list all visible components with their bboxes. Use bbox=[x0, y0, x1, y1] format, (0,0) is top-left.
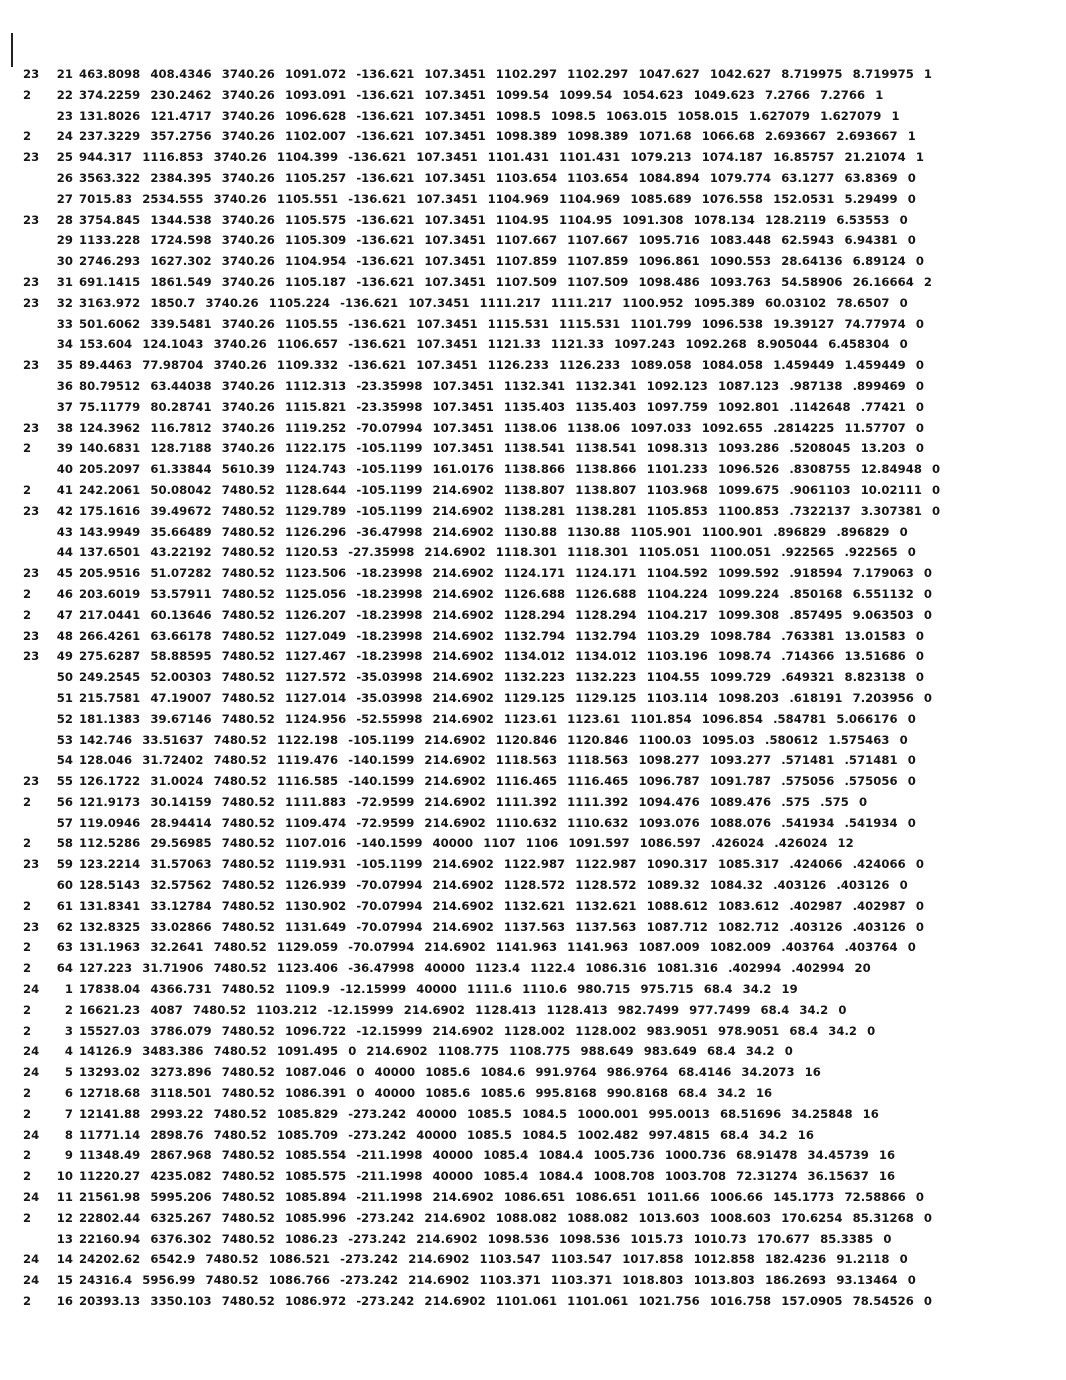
data-row bbox=[4, 836, 1062, 857]
data-row bbox=[4, 753, 1062, 774]
row-values: 112.5286 29.56985 7480.52 1107.016 -140.1599 40000 1107 1106 1091.597 1086.597 .426024 .426024 12 bbox=[79, 836, 854, 851]
row-index: 40 bbox=[56, 462, 73, 477]
row-values: 249.2545 52.00303 7480.52 1127.572 -35.03998 214.6902 1132.223 1132.223 1104.55 1099.729 .649321 8.823138 0 bbox=[79, 670, 924, 685]
row-index: 47 bbox=[56, 607, 73, 622]
data-row bbox=[4, 171, 1062, 192]
row-group-number: 24 bbox=[23, 982, 40, 997]
row-index: 58 bbox=[56, 836, 73, 851]
row-index: 28 bbox=[56, 212, 73, 227]
row-values: 11771.14 2898.76 7480.52 1085.709 -273.242 40000 1085.5 1084.5 1002.482 997.4815 68.4 34.2 16 bbox=[79, 1127, 814, 1142]
row-group-number: 23 bbox=[23, 274, 40, 289]
row-group-number: 23 bbox=[23, 67, 40, 81]
row-group-number: 2 bbox=[23, 586, 32, 601]
data-printout bbox=[4, 67, 1062, 1315]
data-row bbox=[4, 483, 1062, 504]
data-row bbox=[4, 1169, 1062, 1190]
data-row bbox=[4, 441, 1062, 462]
row-values: 3563.322 2384.395 3740.26 1105.257 -136.621 107.3451 1103.654 1103.654 1084.894 1079.774 63.1277 63.8369 0 bbox=[79, 170, 916, 185]
data-row bbox=[4, 1190, 1062, 1211]
row-index: 57 bbox=[56, 815, 73, 830]
row-index: 64 bbox=[56, 961, 73, 976]
data-row bbox=[4, 649, 1062, 670]
row-group-number: 2 bbox=[23, 1002, 32, 1017]
data-row bbox=[4, 254, 1062, 275]
row-group-number: 24 bbox=[23, 1044, 40, 1059]
row-values: 266.4261 63.66178 7480.52 1127.049 -18.23998 214.6902 1132.794 1132.794 1103.29 1098.784 .763381 13.01583 0 bbox=[79, 628, 924, 643]
row-group-number: 24 bbox=[23, 1273, 40, 1288]
data-row bbox=[4, 1107, 1062, 1128]
row-values: 131.1963 32.2641 7480.52 1129.059 -70.07994 214.6902 1141.963 1141.963 1087.009 1082.009 .403764 .403764 0 bbox=[79, 940, 916, 955]
row-index: 46 bbox=[56, 586, 73, 601]
data-row bbox=[4, 982, 1062, 1003]
row-values: 140.6831 128.7188 3740.26 1122.175 -105.1199 107.3451 1138.541 1138.541 1098.313 1093.286 .5208045 13.203 0 bbox=[79, 441, 924, 456]
row-values: 131.8026 121.4717 3740.26 1096.628 -136.621 107.3451 1098.5 1098.5 1063.015 1058.015 1.627079 1.627079 1 bbox=[79, 108, 900, 123]
row-values: 121.9173 30.14159 7480.52 1111.883 -72.9599 214.6902 1111.392 1111.392 1094.476 1089.476 .575 .575 0 bbox=[79, 794, 868, 809]
row-values: 237.3229 357.2756 3740.26 1102.007 -136.621 107.3451 1098.389 1098.389 1071.68 1066.68 2.693667 2.693667 1 bbox=[79, 129, 916, 144]
data-row bbox=[4, 608, 1062, 629]
row-group-number: 2 bbox=[23, 1210, 32, 1225]
row-values: 24202.62 6542.9 7480.52 1086.521 -273.242 214.6902 1103.547 1103.547 1017.858 1012.858 182.4236 91.2118 0 bbox=[79, 1252, 908, 1267]
row-values: 75.11779 80.28741 3740.26 1115.821 -23.35998 107.3451 1135.403 1135.403 1097.759 1092.801 .1142648 .77421 0 bbox=[79, 399, 924, 414]
data-row bbox=[4, 1211, 1062, 1232]
row-index: 39 bbox=[56, 441, 73, 456]
row-index: 59 bbox=[56, 857, 73, 872]
data-row bbox=[4, 1273, 1062, 1294]
row-values: 242.2061 50.08042 7480.52 1128.644 -105.1199 214.6902 1138.807 1138.807 1103.968 1099.675 .9061103 10.02111 0 bbox=[79, 482, 941, 497]
row-index: 62 bbox=[56, 919, 73, 934]
row-index: 27 bbox=[56, 191, 73, 206]
row-group-number: 2 bbox=[23, 607, 32, 622]
row-index: 14 bbox=[56, 1252, 73, 1267]
row-group-number: 23 bbox=[23, 212, 40, 227]
row-group-number: 2 bbox=[23, 898, 32, 913]
row-index: 60 bbox=[56, 878, 73, 893]
row-index: 5 bbox=[64, 1065, 73, 1080]
row-group-number: 2 bbox=[23, 1086, 32, 1101]
data-row bbox=[4, 317, 1062, 338]
row-group-number: 23 bbox=[23, 295, 40, 310]
data-row bbox=[4, 1294, 1062, 1315]
row-index: 55 bbox=[56, 774, 73, 789]
row-index: 32 bbox=[56, 295, 73, 310]
row-values: 20393.13 3350.103 7480.52 1086.972 -273.242 214.6902 1101.061 1101.061 1021.756 1016.758 157.0905 78.54526 0 bbox=[79, 1294, 933, 1309]
row-values: 124.3962 116.7812 3740.26 1119.252 -70.07994 107.3451 1138.06 1138.06 1097.033 1092.655 .2814225 11.57707 0 bbox=[79, 420, 924, 435]
data-row bbox=[4, 961, 1062, 982]
data-row bbox=[4, 504, 1062, 525]
row-index: 52 bbox=[56, 711, 73, 726]
row-group-number: 24 bbox=[23, 1190, 40, 1205]
data-row bbox=[4, 379, 1062, 400]
row-index: 12 bbox=[56, 1210, 73, 1225]
data-row bbox=[4, 233, 1062, 254]
data-row bbox=[4, 587, 1062, 608]
row-values: 275.6287 58.88595 7480.52 1127.467 -18.23998 214.6902 1134.012 1134.012 1103.196 1098.74 .714366 13.51686 0 bbox=[79, 649, 924, 664]
row-values: 15527.03 3786.079 7480.52 1096.722 -12.15999 214.6902 1128.002 1128.002 983.9051 978.9051 68.4 34.2 0 bbox=[79, 1023, 876, 1038]
row-index: 34 bbox=[56, 337, 73, 352]
row-group-number: 23 bbox=[23, 857, 40, 872]
row-group-number: 23 bbox=[23, 358, 40, 373]
row-values: 501.6062 339.5481 3740.26 1105.55 -136.621 107.3451 1115.531 1115.531 1101.799 1096.538 19.39127 74.77974 0 bbox=[79, 316, 924, 331]
row-values: 691.1415 1861.549 3740.26 1105.187 -136.621 107.3451 1107.509 1107.509 1098.486 1093.763 54.58906 26.16664 2 bbox=[79, 274, 933, 289]
data-row bbox=[4, 1003, 1062, 1024]
row-values: 131.8341 33.12784 7480.52 1130.902 -70.07994 214.6902 1132.621 1132.621 1088.612 1083.612 .402987 .402987 0 bbox=[79, 898, 924, 913]
row-index: 37 bbox=[56, 399, 73, 414]
row-values: 128.046 31.72402 7480.52 1119.476 -140.1599 214.6902 1118.563 1118.563 1098.277 1093.277 .571481 .571481 0 bbox=[79, 753, 916, 768]
data-row bbox=[4, 795, 1062, 816]
row-index: 9 bbox=[64, 1148, 73, 1163]
row-values: 463.8098 408.4346 3740.26 1091.072 -136.621 107.3451 1102.297 1102.297 1047.627 1042.627 8.719975 8.719975 1 bbox=[79, 67, 933, 81]
row-values: 374.2259 230.2462 3740.26 1093.091 -136.621 107.3451 1099.54 1099.54 1054.623 1049.623 7.2766 7.2766 1 bbox=[79, 87, 884, 102]
row-values: 215.7581 47.19007 7480.52 1127.014 -35.03998 214.6902 1129.125 1129.125 1103.114 1098.203 .618191 7.203956 0 bbox=[79, 690, 933, 705]
row-values: 944.317 1116.853 3740.26 1104.399 -136.621 107.3451 1101.431 1101.431 1079.213 1074.187 16.85757 21.21074 1 bbox=[79, 150, 924, 165]
row-group-number: 23 bbox=[23, 774, 40, 789]
data-row bbox=[4, 192, 1062, 213]
row-group-number: 2 bbox=[23, 1106, 32, 1121]
row-index: 21 bbox=[56, 67, 73, 81]
row-index: 15 bbox=[56, 1273, 73, 1288]
row-group-number: 23 bbox=[23, 919, 40, 934]
row-index: 22 bbox=[56, 87, 73, 102]
row-index: 56 bbox=[56, 794, 73, 809]
row-values: 11348.49 2867.968 7480.52 1085.554 -211.1998 40000 1085.4 1084.4 1005.736 1000.736 68.91478 34.45739 16 bbox=[79, 1148, 896, 1163]
row-values: 24316.4 5956.99 7480.52 1086.766 -273.242 214.6902 1103.371 1103.371 1018.803 1013.803 186.2693 93.13464 0 bbox=[79, 1273, 916, 1288]
binding-mark bbox=[11, 33, 13, 67]
row-index: 29 bbox=[56, 233, 73, 248]
row-index: 23 bbox=[56, 108, 73, 123]
row-values: 205.9516 51.07282 7480.52 1123.506 -18.23998 214.6902 1124.171 1124.171 1104.592 1099.592 .918594 7.179063 0 bbox=[79, 566, 933, 581]
row-index: 24 bbox=[56, 129, 73, 144]
row-values: 17838.04 4366.731 7480.52 1109.9 -12.15999 40000 1111.6 1110.6 980.715 975.715 68.4 34.2 19 bbox=[79, 982, 798, 997]
row-group-number: 23 bbox=[23, 628, 40, 643]
data-row bbox=[4, 712, 1062, 733]
data-row bbox=[4, 545, 1062, 566]
data-row bbox=[4, 400, 1062, 421]
row-group-number: 2 bbox=[23, 1023, 32, 1038]
row-group-number: 23 bbox=[23, 566, 40, 581]
row-values: 1133.228 1724.598 3740.26 1105.309 -136.621 107.3451 1107.667 1107.667 1095.716 1083.448 62.5943 6.94381 0 bbox=[79, 233, 916, 248]
row-index: 31 bbox=[56, 274, 73, 289]
row-index: 41 bbox=[56, 482, 73, 497]
row-values: 22160.94 6376.302 7480.52 1086.23 -273.242 214.6902 1098.536 1098.536 1015.73 1010.73 170.677 85.3385 0 bbox=[79, 1231, 892, 1246]
data-row bbox=[4, 1232, 1062, 1253]
row-index: 61 bbox=[56, 898, 73, 913]
row-index: 63 bbox=[56, 940, 73, 955]
row-index: 3 bbox=[64, 1023, 73, 1038]
row-values: 14126.9 3483.386 7480.52 1091.495 0 214.6902 1108.775 1108.775 988.649 983.649 68.4 34.2 0 bbox=[79, 1044, 793, 1059]
row-values: 123.2214 31.57063 7480.52 1119.931 -105.1199 214.6902 1122.987 1122.987 1090.317 1085.317 .424066 .424066 0 bbox=[79, 857, 924, 872]
row-values: 181.1383 39.67146 7480.52 1124.956 -52.55998 214.6902 1123.61 1123.61 1101.854 1096.854 .584781 5.066176 0 bbox=[79, 711, 916, 726]
row-index: 30 bbox=[56, 254, 73, 269]
row-index: 7 bbox=[64, 1106, 73, 1121]
row-index: 36 bbox=[56, 378, 73, 393]
data-row bbox=[4, 1065, 1062, 1086]
data-row bbox=[4, 525, 1062, 546]
data-row bbox=[4, 358, 1062, 379]
row-group-number: 23 bbox=[23, 150, 40, 165]
data-row bbox=[4, 109, 1062, 130]
row-group-number: 24 bbox=[23, 1127, 40, 1142]
row-index: 49 bbox=[56, 649, 73, 664]
data-row bbox=[4, 296, 1062, 317]
data-row bbox=[4, 1024, 1062, 1045]
data-row bbox=[4, 150, 1062, 171]
row-index: 10 bbox=[56, 1169, 73, 1184]
data-row bbox=[4, 1252, 1062, 1273]
row-index: 48 bbox=[56, 628, 73, 643]
row-index: 1 bbox=[64, 982, 73, 997]
row-index: 42 bbox=[56, 503, 73, 518]
row-values: 12718.68 3118.501 7480.52 1086.391 0 40000 1085.6 1085.6 995.8168 990.8168 68.4 34.2 16 bbox=[79, 1086, 773, 1101]
data-row bbox=[4, 1148, 1062, 1169]
row-index: 25 bbox=[56, 150, 73, 165]
data-row bbox=[4, 213, 1062, 234]
row-index: 13 bbox=[56, 1231, 73, 1246]
data-row bbox=[4, 920, 1062, 941]
row-index: 4 bbox=[64, 1044, 73, 1059]
data-row bbox=[4, 878, 1062, 899]
row-group-number: 2 bbox=[23, 1169, 32, 1184]
row-index: 26 bbox=[56, 170, 73, 185]
data-row bbox=[4, 940, 1062, 961]
row-index: 45 bbox=[56, 566, 73, 581]
data-row bbox=[4, 774, 1062, 795]
data-row bbox=[4, 1086, 1062, 1107]
row-values: 128.5143 32.57562 7480.52 1126.939 -70.07994 214.6902 1128.572 1128.572 1089.32 1084.32 .403126 .403126 0 bbox=[79, 878, 908, 893]
row-index: 16 bbox=[56, 1294, 73, 1309]
data-row bbox=[4, 88, 1062, 109]
data-row bbox=[4, 816, 1062, 837]
row-index: 38 bbox=[56, 420, 73, 435]
row-index: 53 bbox=[56, 732, 73, 747]
row-group-number: 24 bbox=[23, 1252, 40, 1267]
data-row bbox=[4, 275, 1062, 296]
data-row bbox=[4, 129, 1062, 150]
row-index: 6 bbox=[64, 1086, 73, 1101]
row-group-number: 23 bbox=[23, 649, 40, 664]
row-values: 3163.972 1850.7 3740.26 1105.224 -136.621 107.3451 1111.217 1111.217 1100.952 1095.389 60.03102 78.6507 0 bbox=[79, 295, 908, 310]
row-group-number: 2 bbox=[23, 87, 32, 102]
row-values: 217.0441 60.13646 7480.52 1126.207 -18.23998 214.6902 1128.294 1128.294 1104.217 1099.308 .857495 9.063503 0 bbox=[79, 607, 933, 622]
row-index: 35 bbox=[56, 358, 73, 373]
row-index: 51 bbox=[56, 690, 73, 705]
row-group-number: 2 bbox=[23, 1294, 32, 1309]
row-values: 205.2097 61.33844 5610.39 1124.743 -105.1199 161.0176 1138.866 1138.866 1101.233 1096.526 .8308755 12.84948 0 bbox=[79, 462, 941, 477]
data-row bbox=[4, 629, 1062, 650]
row-group-number: 2 bbox=[23, 482, 32, 497]
row-index: 11 bbox=[56, 1190, 73, 1205]
row-index: 43 bbox=[56, 524, 73, 539]
row-values: 175.1616 39.49672 7480.52 1129.789 -105.1199 214.6902 1138.281 1138.281 1105.853 1100.853 .7322137 3.307381 0 bbox=[79, 503, 941, 518]
row-values: 137.6501 43.22192 7480.52 1120.53 -27.35998 214.6902 1118.301 1118.301 1105.051 1100.051 .922565 .922565 0 bbox=[79, 545, 916, 560]
row-index: 8 bbox=[64, 1127, 73, 1142]
data-row bbox=[4, 691, 1062, 712]
row-values: 3754.845 1344.538 3740.26 1105.575 -136.621 107.3451 1104.95 1104.95 1091.308 1078.134 128.2119 6.53553 0 bbox=[79, 212, 908, 227]
row-values: 16621.23 4087 7480.52 1103.212 -12.15999 214.6902 1128.413 1128.413 982.7499 977.7499 68.4 34.2 0 bbox=[79, 1002, 847, 1017]
row-values: 119.0946 28.94414 7480.52 1109.474 -72.9599 214.6902 1110.632 1110.632 1093.076 1088.076 .541934 .541934 0 bbox=[79, 815, 916, 830]
data-row bbox=[4, 337, 1062, 358]
data-row bbox=[4, 857, 1062, 878]
data-row bbox=[4, 899, 1062, 920]
row-group-number: 2 bbox=[23, 129, 32, 144]
row-index: 44 bbox=[56, 545, 73, 560]
row-values: 12141.88 2993.22 7480.52 1085.829 -273.242 40000 1085.5 1084.5 1000.001 995.0013 68.51696 34.25848 16 bbox=[79, 1106, 879, 1121]
data-row bbox=[4, 1044, 1062, 1065]
row-values: 203.6019 53.57911 7480.52 1125.056 -18.23998 214.6902 1126.688 1126.688 1104.224 1099.224 .850168 6.551132 0 bbox=[79, 586, 933, 601]
row-group-number: 2 bbox=[23, 441, 32, 456]
row-group-number: 2 bbox=[23, 836, 32, 851]
data-row bbox=[4, 566, 1062, 587]
data-row bbox=[4, 1128, 1062, 1149]
row-values: 13293.02 3273.896 7480.52 1087.046 0 40000 1085.6 1084.6 991.9764 986.9764 68.4146 34.2073 16 bbox=[79, 1065, 821, 1080]
row-values: 7015.83 2534.555 3740.26 1105.551 -136.621 107.3451 1104.969 1104.969 1085.689 1076.558 152.0531 5.29499 0 bbox=[79, 191, 916, 206]
row-values: 22802.44 6325.267 7480.52 1085.996 -273.242 214.6902 1088.082 1088.082 1013.603 1008.603 170.6254 85.31268 0 bbox=[79, 1210, 933, 1225]
data-row bbox=[4, 733, 1062, 754]
data-row bbox=[4, 67, 1062, 88]
row-values: 153.604 124.1043 3740.26 1106.657 -136.621 107.3451 1121.33 1121.33 1097.243 1092.268 8.905044 6.458304 0 bbox=[79, 337, 908, 352]
row-values: 2746.293 1627.302 3740.26 1104.954 -136.621 107.3451 1107.859 1107.859 1096.861 1090.553 28.64136 6.89124 0 bbox=[79, 254, 924, 269]
row-values: 21561.98 5995.206 7480.52 1085.894 -211.1998 214.6902 1086.651 1086.651 1011.66 1006.66 145.1773 72.58866 0 bbox=[79, 1190, 924, 1205]
row-values: 143.9949 35.66489 7480.52 1126.296 -36.47998 214.6902 1130.88 1130.88 1105.901 1100.901 .896829 .896829 0 bbox=[79, 524, 908, 539]
row-index: 2 bbox=[64, 1002, 73, 1017]
data-row bbox=[4, 462, 1062, 483]
row-index: 50 bbox=[56, 670, 73, 685]
row-values: 80.79512 63.44038 3740.26 1112.313 -23.35998 107.3451 1132.341 1132.341 1092.123 1087.123 .987138 .899469 0 bbox=[79, 378, 924, 393]
data-row bbox=[4, 421, 1062, 442]
row-group-number: 2 bbox=[23, 940, 32, 955]
row-group-number: 2 bbox=[23, 794, 32, 809]
row-group-number: 2 bbox=[23, 1148, 32, 1163]
row-values: 89.4463 77.98704 3740.26 1109.332 -136.621 107.3451 1126.233 1126.233 1089.058 1084.058 1.459449 1.459449 0 bbox=[79, 358, 924, 373]
row-index: 33 bbox=[56, 316, 73, 331]
row-group-number: 23 bbox=[23, 420, 40, 435]
row-group-number: 2 bbox=[23, 961, 32, 976]
data-row bbox=[4, 670, 1062, 691]
row-group-number: 23 bbox=[23, 503, 40, 518]
row-values: 142.746 33.51637 7480.52 1122.198 -105.1199 214.6902 1120.846 1120.846 1100.03 1095.03 .580612 1.575463 0 bbox=[79, 732, 908, 747]
row-index: 54 bbox=[56, 753, 73, 768]
row-values: 11220.27 4235.082 7480.52 1085.575 -211.1998 40000 1085.4 1084.4 1008.708 1003.708 72.31274 36.15637 16 bbox=[79, 1169, 896, 1184]
row-values: 126.1722 31.0024 7480.52 1116.585 -140.1599 214.6902 1116.465 1116.465 1096.787 1091.787 .575056 .575056 0 bbox=[79, 774, 916, 789]
row-values: 127.223 31.71906 7480.52 1123.406 -36.47998 40000 1123.4 1122.4 1086.316 1081.316 .402994 .402994 20 bbox=[79, 961, 871, 976]
row-group-number: 24 bbox=[23, 1065, 40, 1080]
row-values: 132.8325 33.02866 7480.52 1131.649 -70.07994 214.6902 1137.563 1137.563 1087.712 1082.712 .403126 .403126 0 bbox=[79, 919, 924, 934]
